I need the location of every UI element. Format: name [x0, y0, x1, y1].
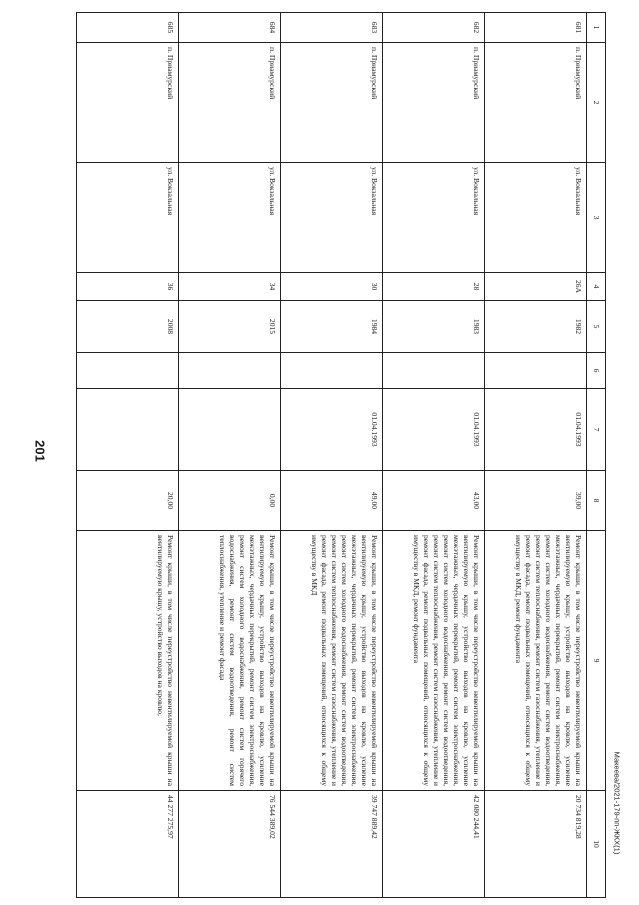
year-cell: 1982: [485, 301, 587, 353]
cost-cell: 44 277 275,97: [77, 791, 179, 898]
table-row: [485, 13, 587, 898]
works-description-cell: Ремонт крыши, в том числе переустройство невентилируемой крыши на вентилируемую крышу, устройство выходов на кровлю, усиление межэтажных, чердачных перекрытий, ремонт систем электроснабжения, ремонт систем холодного водоснабжения, ремонт систем водоотведения, ремонт систем теплоснабжения, ремонт систем газоснабжения, утепление и ремонт фасада, ремонт подвальных помещений, относящихся к общему имуществу в МКД, ремонт фундамента: [485, 531, 587, 791]
works-description-cell: Ремонт крыши, в том числе переустройство невентилируемой крыши на вентилируемую крышу, устройство выходов на кровлю, усиление межэтажных, чердачных перекрытий, ремонт систем электроснабжения, ремонт систем холодного водоснабжения, ремонт систем водоотведения, ремонт систем теплоснабжения, ремонт систем газоснабжения, утепление и ремонт фасада, ремонт подвальных помещений, относящихся к общему имуществу в МКД, ремонт фундамента: [383, 531, 485, 791]
column-header: 8: [587, 471, 606, 531]
column-header: 2: [587, 43, 606, 163]
date-cell: 01.04.1993: [485, 389, 587, 471]
cost-cell: 76 544 389,02: [179, 791, 281, 898]
page-number: 201: [32, 440, 48, 462]
table-container: [88, 12, 606, 897]
column6-cell: [179, 353, 281, 389]
table-row: [77, 13, 179, 898]
column-header: 3: [587, 163, 606, 273]
settlement-cell: п. Приамурский: [179, 43, 281, 163]
table-row: [281, 13, 383, 898]
settlement-cell: п. Приамурский: [281, 43, 383, 163]
cost-cell: 42 080 244,41: [383, 791, 485, 898]
wear-percent-cell: 20,00: [77, 471, 179, 531]
table-row: [179, 13, 281, 898]
works-description-cell: Ремонт крыши, в том числе переустройство невентилируемой крыши на вентилируемую крышу, устройство выходов на кровлю,: [77, 531, 179, 791]
house-cell: 36: [77, 273, 179, 301]
street-cell: ул. Вокзальная: [77, 163, 179, 273]
wear-percent-cell: 0,00: [179, 471, 281, 531]
year-cell: 2008: [77, 301, 179, 353]
row-number: 681: [485, 13, 587, 43]
row-number: 682: [383, 13, 485, 43]
date-cell: [77, 389, 179, 471]
column6-cell: [77, 353, 179, 389]
settlement-cell: п. Приамурский: [383, 43, 485, 163]
works-description-cell: Ремонт крыши, в том числе переустройство невентилируемой крыши на вентилируемую крышу, устройство выходов на кровлю, усиление межэтажных, чердачных перекрытий, ремонт систем электроснабжения, ремонт систем холодного водоснабжения, ремонт систем горячего водоснабжения, ремонт систем водоотведения, ремонт систем теплоснабжения, утепление и ремонт фасада: [179, 531, 281, 791]
year-cell: 1983: [383, 301, 485, 353]
works-description-cell: Ремонт крыши, в том числе переустройство невентилируемой крыши на вентилируемую крышу, устройство выходов на кровлю, усиление межэтажных, чердачных перекрытий, ремонт систем электроснабжения, ремонт систем холодного водоснабжения, ремонт систем водоотведения, ремонт систем теплоснабжения, ремонт систем газоснабжения, утепление и ремонт фасада, ремонт подвальных помещений, относящихся к общему имуществу в МКД: [281, 531, 383, 791]
column-header: 5: [587, 301, 606, 353]
capital-repair-table: [76, 12, 606, 898]
column-header: 10: [587, 791, 606, 898]
house-cell: 30: [281, 273, 383, 301]
column-header: 1: [587, 13, 606, 43]
wear-percent-cell: 39,00: [485, 471, 587, 531]
date-cell: [179, 389, 281, 471]
header-row: [587, 13, 606, 898]
street-cell: ул. Вокзальная: [281, 163, 383, 273]
document-reference: Макеева/2021-179-пп-ЖКХ(1): [612, 751, 622, 855]
column6-cell: [485, 353, 587, 389]
wear-percent-cell: 49,00: [281, 471, 383, 531]
row-number: 685: [77, 13, 179, 43]
row-number: 684: [179, 13, 281, 43]
column6-cell: [383, 353, 485, 389]
wear-percent-cell: 43,00: [383, 471, 485, 531]
settlement-cell: п. Приамурский: [77, 43, 179, 163]
cost-cell: 20 734 819,28: [485, 791, 587, 898]
table-row: [383, 13, 485, 898]
column6-cell: [281, 353, 383, 389]
street-cell: ул. Вокзальная: [383, 163, 485, 273]
year-cell: 1984: [281, 301, 383, 353]
street-cell: ул. Вокзальная: [179, 163, 281, 273]
column-header: 9: [587, 531, 606, 791]
date-cell: 01.04.1993: [281, 389, 383, 471]
cost-cell: 39 747 889,42: [281, 791, 383, 898]
column-header: 4: [587, 273, 606, 301]
row-number: 683: [281, 13, 383, 43]
column-header: 6: [587, 353, 606, 389]
settlement-cell: п. Приамурский: [485, 43, 587, 163]
house-cell: 34: [179, 273, 281, 301]
house-cell: 26А: [485, 273, 587, 301]
column-header: 7: [587, 389, 606, 471]
year-cell: 2015: [179, 301, 281, 353]
street-cell: ул. Вокзальная: [485, 163, 587, 273]
date-cell: 01.04.1993: [383, 389, 485, 471]
house-cell: 28: [383, 273, 485, 301]
